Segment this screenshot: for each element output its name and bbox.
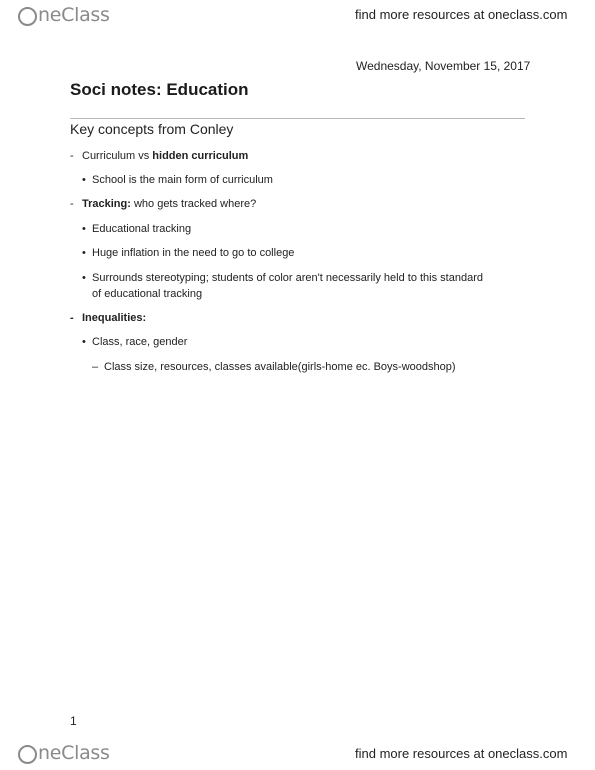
item-text: School is the main form of curriculum	[92, 174, 273, 186]
bullet-marker: •	[82, 247, 86, 259]
list-item-stereotyping	[82, 270, 483, 286]
list-item-inequalities	[70, 310, 146, 326]
item-bold-text: hidden curriculum	[152, 150, 249, 162]
list-item-school	[82, 172, 273, 188]
logo-text: neClass	[38, 742, 110, 764]
bullet-marker: •	[82, 174, 86, 186]
footer-oneclass-logo[interactable]	[18, 742, 110, 764]
dash-marker: -	[70, 150, 74, 162]
item-text: Class, race, gender	[92, 336, 188, 348]
list-item-curriculum	[70, 148, 248, 164]
list-item-educational-tracking	[82, 221, 191, 237]
list-item-stereotyping-cont: of educational tracking	[92, 288, 203, 300]
dash-marker: -	[70, 312, 74, 324]
header-tagline[interactable]: find more resources at oneclass.com	[355, 7, 568, 22]
page-number: 1	[70, 714, 77, 728]
item-bold-text: Tracking:	[82, 198, 131, 210]
footer-tagline[interactable]: find more resources at oneclass.com	[355, 746, 568, 761]
list-item-class-race-gender	[82, 334, 187, 350]
note-date: Wednesday, November 15, 2017	[356, 59, 531, 73]
item-text: Surrounds stereotyping; students of color aren't necessarily held to this standard	[92, 272, 483, 284]
list-item-class-size	[92, 359, 456, 375]
section-subtitle: Key concepts from Conley	[70, 121, 234, 137]
bullet-marker: •	[82, 272, 86, 284]
section-divider	[70, 118, 525, 119]
sub-dash-marker: –	[92, 361, 99, 373]
oneclass-logo[interactable]	[18, 4, 110, 26]
item-text: Educational tracking	[92, 223, 192, 235]
logo-o-icon	[18, 7, 37, 26]
page-title: Soci notes: Education	[70, 80, 249, 99]
item-text: who gets tracked where?	[130, 198, 257, 210]
list-item-tracking	[70, 196, 256, 212]
bullet-marker: •	[82, 223, 86, 235]
list-item-inflation	[82, 245, 294, 261]
dash-marker: -	[70, 198, 74, 210]
bullet-marker: •	[82, 336, 86, 348]
logo-text: neClass	[38, 4, 110, 26]
item-text: Class size, resources, classes available(girls-home ec. Boys-woodshop)	[104, 361, 456, 373]
item-text: Curriculum vs	[82, 150, 153, 162]
item-bold-text: Inequalities:	[82, 312, 147, 324]
logo-o-icon	[18, 745, 37, 764]
item-text: Huge inflation in the need to go to college	[92, 247, 295, 259]
